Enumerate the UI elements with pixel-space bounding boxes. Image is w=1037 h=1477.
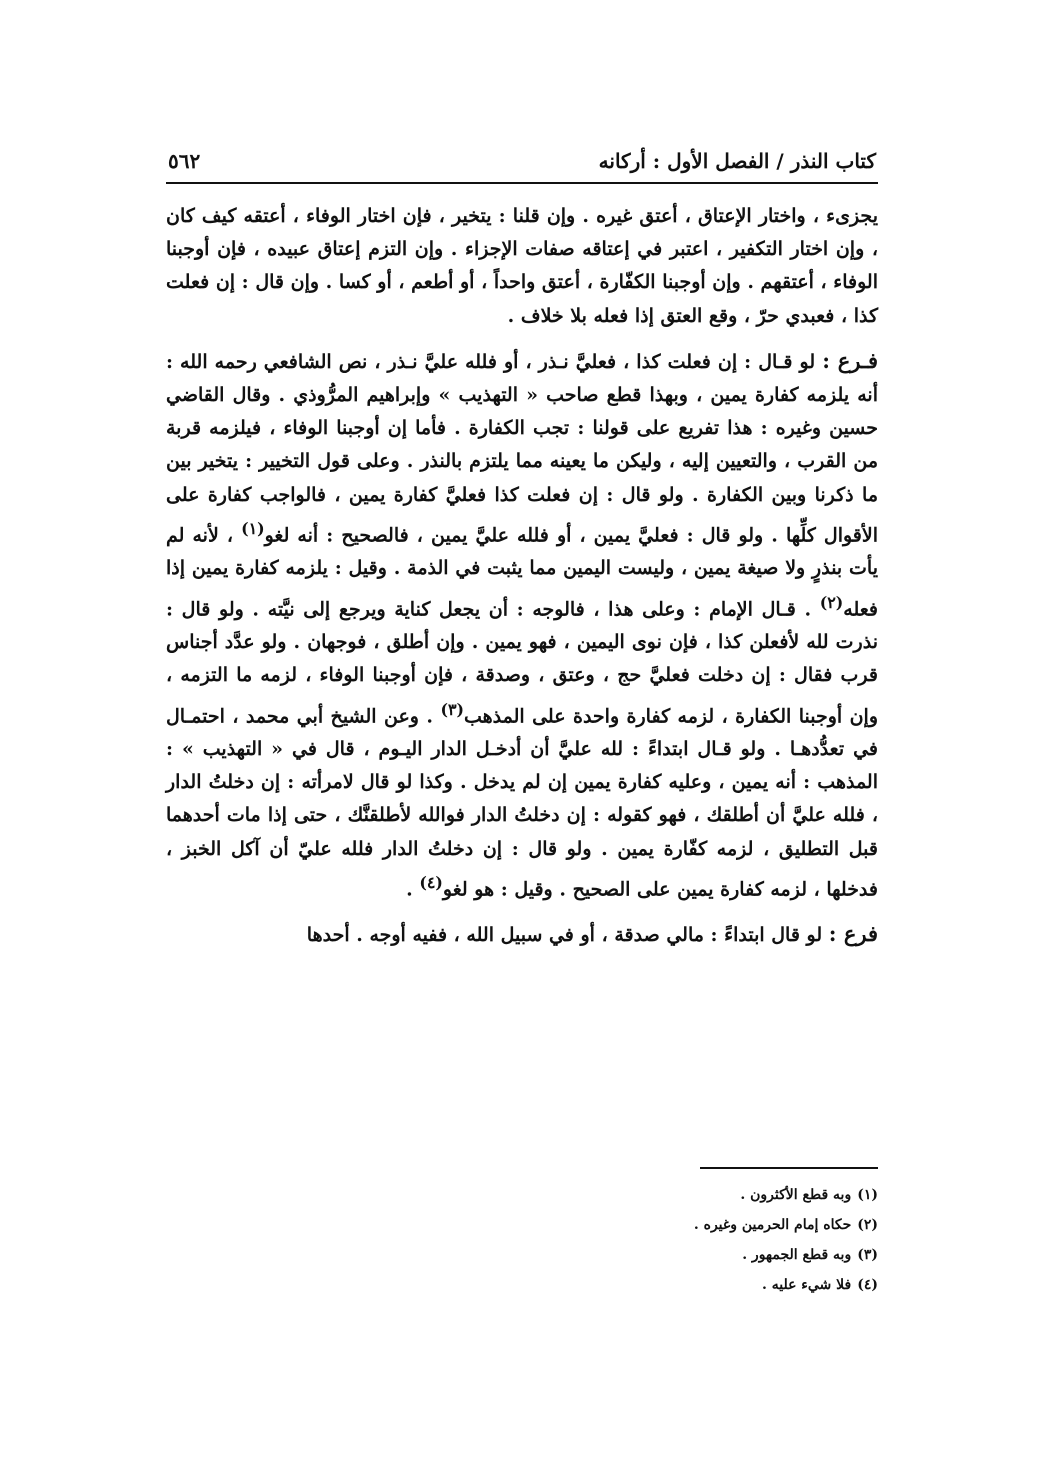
footnote-ref-2: (٢) <box>819 592 844 612</box>
footnote-1: (١)وبه قطع الأكثرون . <box>740 1187 878 1203</box>
running-head <box>168 143 876 179</box>
footnotes <box>560 1180 878 1300</box>
page-number: ٥٦٢ <box>168 149 201 173</box>
section-label-far: فرع : <box>828 921 878 947</box>
footnote-4: (٤)فلا شيء عليه . <box>761 1277 878 1293</box>
header-rule <box>166 182 878 184</box>
chapter-title: كتاب النذر / الفصل الأول : أركانه <box>598 149 876 173</box>
paragraph-2: فـرع : لو قـال : إن فعلت كذا ، فعليَّ نـذر ، أو فلله عليَّ نـذر ، نص الشافعي رحمه الله : أنه يلزمه كفارة يمين ، وبهذا قطع صاحب « التهذيب » وإبراهيم المرُّوذي . وقال القاضي حسين وغيره : هذا تفريع على قولنا : تجب الكفارة . فأما إن أوجبنا الوفاء ، فيلزمه قربة من القرب ، والتعيين إليه ، وليكن ما يعينه مما يلتزم بالنذر . وعلى قول التخيير : يتخير بين ما ذكرنا وبين الكفارة . ولو قال : إن فعلت كذا فعليَّ كفارة يمين ، فالواجب كفارة على الأقوال كلِّها . ولو قال : فعليَّ يمين ، أو فلله عليَّ يمين ، فالصحيح : أنه لغو$^{(١)}$ ، لأنه لم يأت بنذرٍ ولا صيغة يمين ، وليست اليمين مما يثبت في الذمة . وقيل : يلزمه كفارة يمين إذا فعله$^{(٢)}$ . قـال الإمام : وعلى هذا ، فالوجه : أن يجعل كناية ويرجع إلى نيَّته . ولو قال : نذرت لله لأفعلن كذا ، فإن نوى اليمين ، فهو يمين . وإن أطلق ، فوجهان . ولو عدَّد أجناس قرب فقال : إن دخلت فعليَّ حج ، وعتق ، وصدقة ، فإن أوجبنا الوفاء ، لزمه ما التزمه ، وإن أوجبنا الكفارة ، لزمه كفارة واحدة على المذهب$^{(٣)}$ . وعن الشيخ أبي محمد ، احتمـال في تعدُّدهـا . ولو قـال ابتداءً : لله عليَّ أن أدخـل الدار اليـوم ، قال في « التهذيب » : المذهب : أنه يمين ، وعليه كفارة يمين إن لم يدخل . وكذا لو قال لامرأته : إن دخلتُ الدار ، فلله عليَّ أن أطلقك ، فهو كقوله : إن دخلتُ الدار فوالله لأطلقنَّك ، حتى إذا مات أحدهما قبل التطليق ، لزمه كفّارة يمين . ولو قال : إن دخلتُ الدار فلله عليّ أن آكل الخبز ، فدخلها ، لزمه كفارة يمين على الصحيح . وقيل : هو لغو$^{(٤)}$ . <box>166 347 879 901</box>
footnote-ref-1: (١) <box>241 518 265 538</box>
section-label-far: فـرع : <box>822 347 879 373</box>
footnote-3: (٣)وبه قطع الجمهور . <box>742 1247 878 1263</box>
footnote-2: (٢)حكاه إمام الحرمين وغيره . <box>693 1217 878 1233</box>
main-text <box>166 200 878 953</box>
paragraph-1: يجزىء ، واختار الإعتاق ، أعتق غيره . وإن قلنا : يتخير ، فإن اختار الوفاء ، أعتقه كيف كان ، وإن اختار التكفير ، اعتبر في إعتاقه صفات الإجزاء . وإن التزم إعتاق عبيده ، فإن أوجبنا الوفاء ، أعتقهم . وإن أوجبنا الكفّارة ، أعتق واحداً ، أو أطعم ، أو كسا . وإن قال : إن فعلت كذا ، فعبدي حرّ ، وقع العتق إذا فعله بلا خلاف . <box>166 205 878 327</box>
footnote-ref-3: (٣) <box>440 699 464 719</box>
paragraph-3: فرع : لو قال ابتداءً : مالي صدقة ، أو في سبيل الله ، ففيه أوجه . أحدها <box>306 921 878 947</box>
footnote-ref-4: (٤) <box>419 872 443 892</box>
footnote-rule <box>700 1167 878 1169</box>
